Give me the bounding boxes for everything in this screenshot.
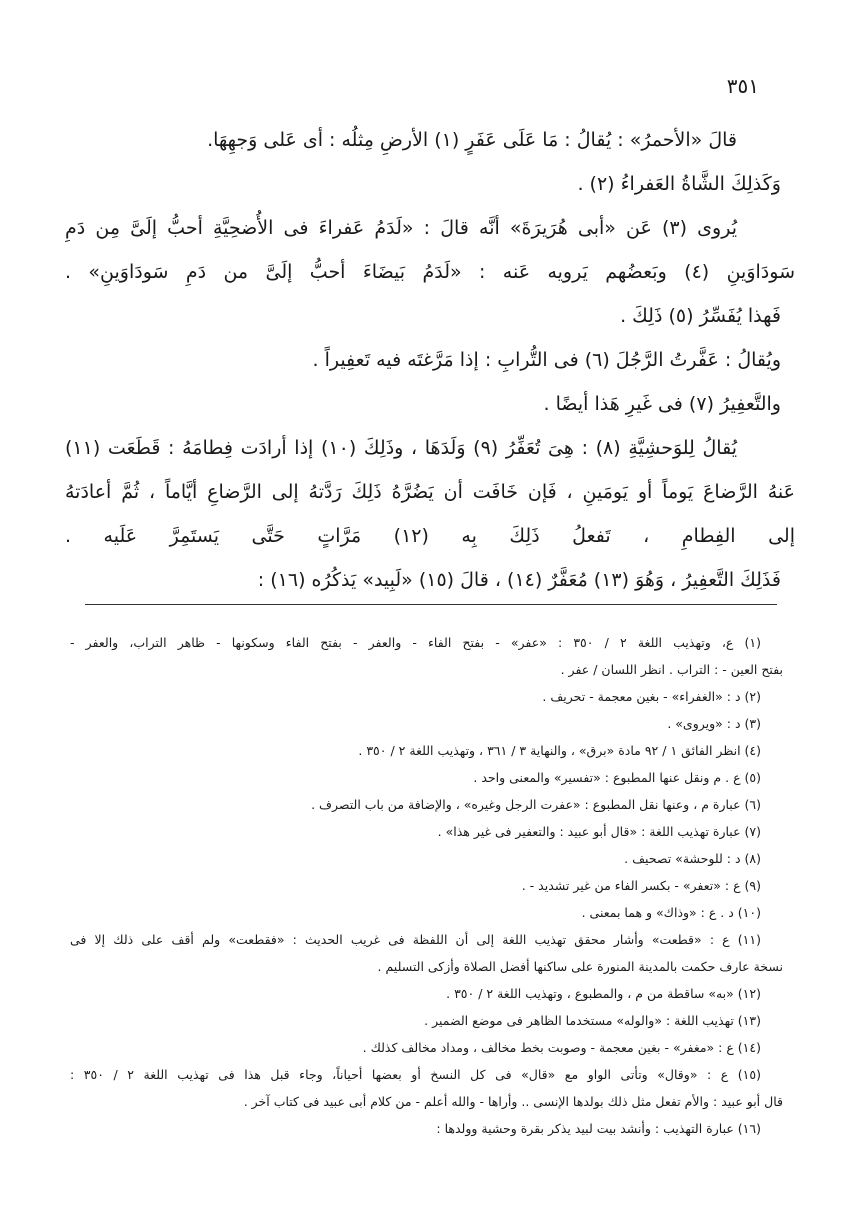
footnote-line: (١٤) ع : «مغفر» - بغين معجمة - وصوبت بخط مخالف ، ومداد مخالف كذلك . (362, 1040, 761, 1055)
footnote-line: نسخة عارف حكمت بالمدينة المنورة على ساكنها أفضل الصلاة وأزكى التسليم . (377, 959, 783, 974)
footnote-line: (٧) عبارة تهذيب اللغة : «قال أبو عبيد : والتعفير فى غير هذا» . (437, 824, 761, 839)
footnote-line: (٣) د : «ويروى» . (667, 716, 761, 731)
footnote-line: (٩) ع : «تعفر» - بكسر الفاء من غير تشديد - . (521, 878, 761, 893)
footnote-line: قال أبو عبيد : والأم تفعل مثل ذلك بولدها الإنسى .. وأراها - والله أعلم - من كلام أبى عبيد فى كتاب آخر . (243, 1094, 783, 1109)
footnote-line: (١٦) عبارة التهذيب : وأنشد بيت لبيد يذكر بقرة وحشية وولدها : (436, 1121, 761, 1136)
footnote-line: (١٥) ع : «وقال» وتأتى الواو مع «قال» فى كل النسخ أو بعضها أحياناً، وجاء قبل هذا فى تهذيب اللغة ٢ / ٣٥٠ : (70, 1067, 761, 1082)
main-line: يُروى (٣) عَن «أبى هُرَيرَةَ» أنَّه قالَ : «لَدَمُ عَفراءَ فى الأُضحِيَّةِ أحبُّ إلَىَّ مِن دَمِ (65, 217, 737, 239)
main-line: يُقالُ لِلوَحشِيَّةِ (٨) : هِىَ تُعَفِّرُ (٩) وَلَدَهَا ، وذَلِكَ (١٠) إذا أرادَت فِطامَهُ : قَطَعَت (١١) (65, 437, 737, 459)
footnote-line: (١٠) د . ع : «وذاك» و هما بمعنى . (581, 905, 761, 920)
footnote-line: بفتح العين - : التراب . انظر اللسان / عفر . (560, 662, 783, 677)
footnote-line: (١١) ع : «قطعت» وأشار محقق تهذيب اللغة إلى أن اللفظة فى غريب الحديث : «فقطعت» ولم أقف على ذلك إلا فى (70, 932, 761, 947)
footnote-line: (٤) انظر الفائق ١ / ٩٢ مادة «برق» ، والنهاية ٣ / ٣٦١ ، وتهذيب اللغة ٢ / ٣٥٠ . (358, 743, 761, 758)
footnote-line: (٨) د : للوحشة» تصحيف . (624, 851, 761, 866)
main-line: إلى الفِطامِ ، تَفعلُ ذَلِكَ بِه (١٢) مَرَّاتٍ حَتَّى يَستَمِرَّ عَلَيه . (65, 525, 795, 547)
main-line: فَهذا يُفَسِّرُ (٥) ذَلِكَ . (620, 305, 781, 327)
main-line: قالَ «الأحمرُ» : يُقالُ : مَا عَلَى عَفَرٍ (١) الأرضِ مِثلُه : أى عَلى وَجهِهَا. (207, 129, 737, 151)
footnote-divider (85, 604, 777, 605)
footnote-line: (١٣) تهذيب اللغة : «والوله» مستخدما الظاهر فى موضع الضمير . (424, 1013, 761, 1028)
main-text (65, 118, 795, 602)
footnote-line: (٦) عبارة م ، وعنها نقل المطبوع : «عفرت الرجل وغيره» ، والإضافة من باب التصرف . (311, 797, 761, 812)
main-line: وَكَذلِكَ الشَّاةُ العَفراءُ (٢) . (577, 173, 781, 195)
main-line: فَذَلِكَ التَّعفِيرُ ، وَهُوَ (١٣) مُعَفَّرٌ (١٤) ، قالَ (١٥) «لَبِيد» يَذكُرُه (١٦) : (257, 569, 781, 591)
main-line: ويُقالُ : عَفَّرتُ الرَّجُلَ (٦) فى التُّرابِ : إذا مَرَّغتَه فيه تَعفِيراً . (312, 349, 781, 371)
footnotes (70, 629, 783, 1142)
footnote-line: (١) ع، وتهذيب اللغة ٢ / ٣٥٠ : «عفر» - بفتح الفاء - والعفر - بفتح الفاء وسكونها - ظاهر التراب، والعفر - (70, 635, 761, 650)
footnote-line: (١٢) «به» ساقطة من م ، والمطبوع ، وتهذيب اللغة ٢ / ٣٥٠ . (446, 986, 761, 1001)
page-number: ٣٥١ (726, 74, 759, 98)
footnote-line: (٥) ع . م ونقل عنها المطبوع : «تفسير» والمعنى واحد . (473, 770, 761, 785)
main-line: والتَّعفِيرُ (٧) فى غَيرِ هَذا أيضًا . (543, 393, 781, 415)
footnote-line: (٢) د : «الغفراء» - بغين معجمة - تحريف . (542, 689, 761, 704)
main-line: عَنهُ الرَّضاعَ يَوماً أو يَومَينِ ، فَإن خَافَت أن يَضُرَّهُ ذَلِكَ رَدَّتهُ إلى الرَّضاعِ أيَّاماً ، ثُمَّ أعادَتهُ (65, 481, 795, 503)
main-line: سَودَاوَينِ (٤) وبَعضُهم يَرويه عَنه : «لَدَمُ بَيضَاءَ أحبُّ إلَىَّ من دَمِ سَودَاوَينِ» . (65, 261, 795, 283)
